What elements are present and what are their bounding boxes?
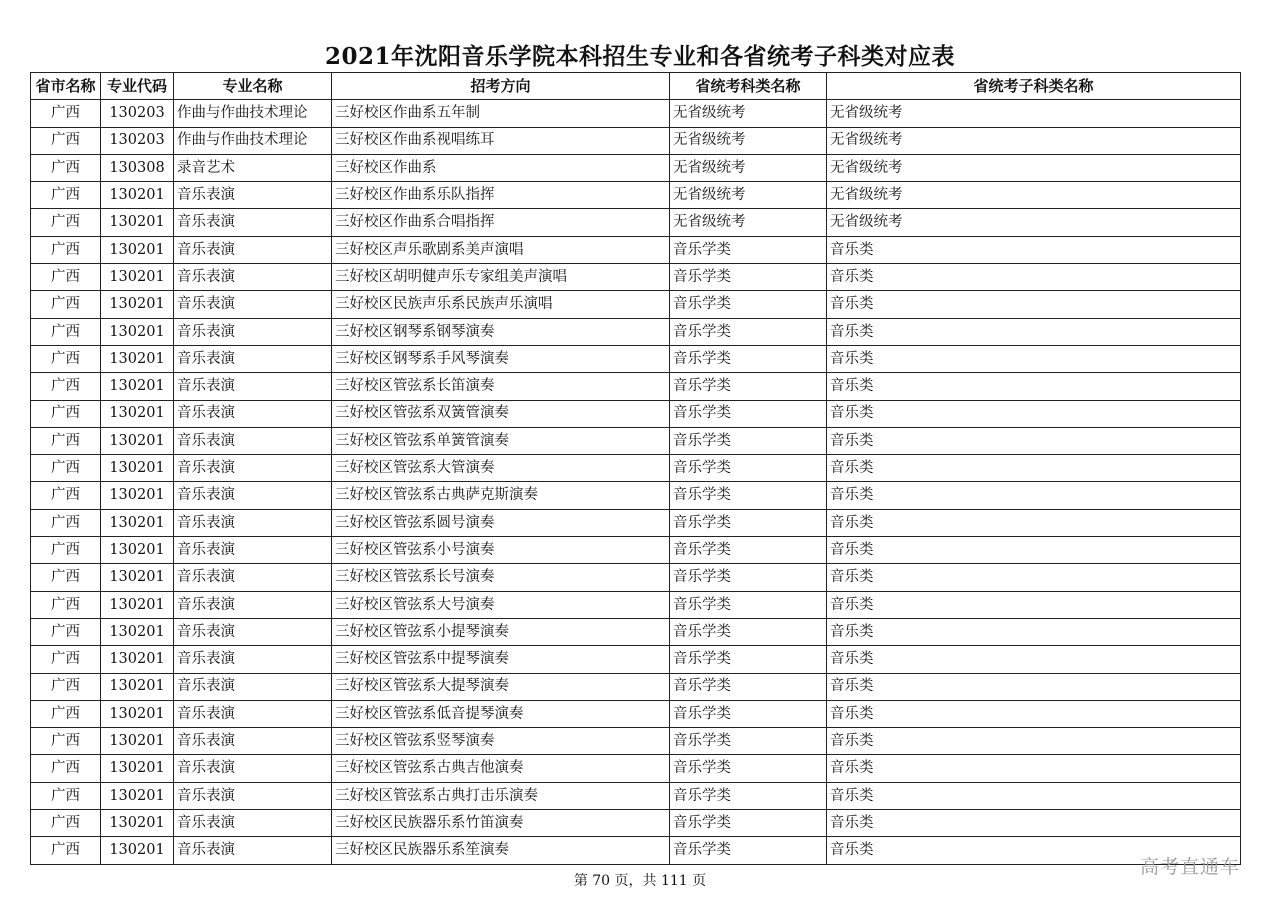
cell-major-code: 130201	[101, 182, 174, 209]
cell-exam-category: 音乐学类	[670, 291, 827, 318]
table-row	[31, 728, 1241, 755]
cell-direction: 三好校区管弦系圆号演奏	[332, 509, 670, 536]
cell-province: 广西	[31, 127, 101, 154]
table-row	[31, 209, 1241, 236]
cell-exam-subcategory: 无省级统考	[827, 182, 1241, 209]
cell-major-code: 130201	[101, 236, 174, 263]
cell-direction: 三好校区管弦系古典吉他演奏	[332, 755, 670, 782]
cell-exam-category: 无省级统考	[670, 209, 827, 236]
cell-major-name: 音乐表演	[174, 400, 332, 427]
cell-major-code: 130201	[101, 700, 174, 727]
cell-major-code: 130201	[101, 618, 174, 645]
cell-exam-subcategory: 音乐类	[827, 755, 1241, 782]
page-title: 2021年沈阳音乐学院本科招生专业和各省统考子科类对应表	[324, 43, 955, 70]
table-body	[31, 100, 1241, 864]
cell-major-code: 130201	[101, 782, 174, 809]
cell-exam-subcategory: 音乐类	[827, 345, 1241, 372]
cell-exam-category: 音乐学类	[670, 400, 827, 427]
cell-exam-category: 无省级统考	[670, 182, 827, 209]
cell-direction: 三好校区作曲系视唱练耳	[332, 127, 670, 154]
cell-province: 广西	[31, 810, 101, 837]
cell-direction: 三好校区民族声乐系民族声乐演唱	[332, 291, 670, 318]
cell-major-name: 音乐表演	[174, 537, 332, 564]
cell-major-name: 作曲与作曲技术理论	[174, 100, 332, 127]
cell-exam-category: 音乐学类	[670, 318, 827, 345]
table-row	[31, 564, 1241, 591]
cell-direction: 三好校区管弦系单簧管演奏	[332, 427, 670, 454]
cell-exam-category: 音乐学类	[670, 345, 827, 372]
cell-major-name: 音乐表演	[174, 782, 332, 809]
cell-exam-subcategory: 音乐类	[827, 373, 1241, 400]
table-row	[31, 509, 1241, 536]
table-row	[31, 264, 1241, 291]
cell-exam-subcategory: 音乐类	[827, 291, 1241, 318]
cell-direction: 三好校区管弦系竖琴演奏	[332, 728, 670, 755]
cell-major-name: 音乐表演	[174, 755, 332, 782]
cell-exam-category: 音乐学类	[670, 810, 827, 837]
cell-exam-category: 音乐学类	[670, 673, 827, 700]
cell-direction: 三好校区钢琴系手风琴演奏	[332, 345, 670, 372]
cell-direction: 三好校区管弦系长号演奏	[332, 564, 670, 591]
table-row	[31, 837, 1241, 864]
cell-major-code: 130201	[101, 427, 174, 454]
cell-exam-category: 音乐学类	[670, 782, 827, 809]
table-row	[31, 646, 1241, 673]
cell-exam-category: 音乐学类	[670, 700, 827, 727]
table-row	[31, 182, 1241, 209]
cell-major-code: 130201	[101, 509, 174, 536]
cell-province: 广西	[31, 482, 101, 509]
header-direction: 招考方向	[332, 73, 670, 100]
cell-major-code: 130201	[101, 482, 174, 509]
cell-major-name: 音乐表演	[174, 455, 332, 482]
cell-province: 广西	[31, 564, 101, 591]
table-row	[31, 291, 1241, 318]
cell-major-name: 音乐表演	[174, 345, 332, 372]
table-row	[31, 700, 1241, 727]
cell-province: 广西	[31, 673, 101, 700]
cell-major-code: 130308	[101, 154, 174, 181]
cell-major-name: 音乐表演	[174, 209, 332, 236]
header-major-code: 专业代码	[101, 73, 174, 100]
cell-province: 广西	[31, 455, 101, 482]
cell-major-code: 130201	[101, 400, 174, 427]
cell-exam-category: 音乐学类	[670, 837, 827, 864]
cell-exam-subcategory: 音乐类	[827, 509, 1241, 536]
cell-major-name: 音乐表演	[174, 646, 332, 673]
cell-major-code: 130201	[101, 564, 174, 591]
cell-exam-category: 无省级统考	[670, 154, 827, 181]
cell-province: 广西	[31, 373, 101, 400]
cell-major-code: 130201	[101, 810, 174, 837]
table-row	[31, 810, 1241, 837]
cell-exam-subcategory: 音乐类	[827, 482, 1241, 509]
header-major-name: 专业名称	[174, 73, 332, 100]
cell-exam-category: 音乐学类	[670, 537, 827, 564]
cell-province: 广西	[31, 209, 101, 236]
table-row	[31, 100, 1241, 127]
header-province: 省市名称	[31, 73, 101, 100]
cell-province: 广西	[31, 100, 101, 127]
cell-major-name: 音乐表演	[174, 618, 332, 645]
cell-exam-subcategory: 音乐类	[827, 400, 1241, 427]
cell-province: 广西	[31, 154, 101, 181]
cell-exam-subcategory: 音乐类	[827, 618, 1241, 645]
table-row	[31, 618, 1241, 645]
table-row	[31, 127, 1241, 154]
cell-direction: 三好校区作曲系五年制	[332, 100, 670, 127]
cell-exam-category: 音乐学类	[670, 373, 827, 400]
cell-direction: 三好校区管弦系长笛演奏	[332, 373, 670, 400]
cell-province: 广西	[31, 264, 101, 291]
cell-exam-category: 音乐学类	[670, 455, 827, 482]
cell-direction: 三好校区声乐歌剧系美声演唱	[332, 236, 670, 263]
cell-major-code: 130201	[101, 673, 174, 700]
table-row	[31, 373, 1241, 400]
cell-major-code: 130201	[101, 318, 174, 345]
cell-exam-subcategory: 音乐类	[827, 264, 1241, 291]
cell-direction: 三好校区管弦系大管演奏	[332, 455, 670, 482]
page-footer: 第 70 页，共 111 页	[573, 873, 707, 889]
cell-province: 广西	[31, 291, 101, 318]
cell-province: 广西	[31, 236, 101, 263]
cell-major-code: 130201	[101, 455, 174, 482]
cell-exam-category: 音乐学类	[670, 509, 827, 536]
cell-exam-subcategory: 音乐类	[827, 455, 1241, 482]
cell-exam-subcategory: 音乐类	[827, 700, 1241, 727]
cell-direction: 三好校区管弦系低音提琴演奏	[332, 700, 670, 727]
cell-major-code: 130201	[101, 646, 174, 673]
cell-province: 广西	[31, 591, 101, 618]
table-row	[31, 400, 1241, 427]
cell-major-code: 130201	[101, 291, 174, 318]
cell-major-name: 音乐表演	[174, 810, 332, 837]
cell-exam-category: 音乐学类	[670, 755, 827, 782]
cell-major-name: 音乐表演	[174, 182, 332, 209]
cell-province: 广西	[31, 400, 101, 427]
cell-major-name: 音乐表演	[174, 264, 332, 291]
cell-exam-subcategory: 音乐类	[827, 236, 1241, 263]
cell-exam-category: 音乐学类	[670, 236, 827, 263]
cell-direction: 三好校区管弦系双簧管演奏	[332, 400, 670, 427]
table-row	[31, 455, 1241, 482]
cell-exam-subcategory: 音乐类	[827, 810, 1241, 837]
cell-direction: 三好校区管弦系小提琴演奏	[332, 618, 670, 645]
cell-major-name: 音乐表演	[174, 509, 332, 536]
cell-direction: 三好校区管弦系古典萨克斯演奏	[332, 482, 670, 509]
cell-province: 广西	[31, 837, 101, 864]
header-exam-category: 省统考科类名称	[670, 73, 827, 100]
cell-exam-subcategory: 音乐类	[827, 564, 1241, 591]
cell-major-code: 130201	[101, 591, 174, 618]
cell-exam-subcategory: 音乐类	[827, 673, 1241, 700]
cell-exam-category: 音乐学类	[670, 482, 827, 509]
cell-exam-subcategory: 无省级统考	[827, 127, 1241, 154]
cell-major-code: 130201	[101, 728, 174, 755]
cell-direction: 三好校区胡明健声乐专家组美声演唱	[332, 264, 670, 291]
cell-province: 广西	[31, 509, 101, 536]
table-row	[31, 782, 1241, 809]
table-row	[31, 154, 1241, 181]
cell-exam-category: 音乐学类	[670, 646, 827, 673]
cell-exam-subcategory: 音乐类	[827, 591, 1241, 618]
cell-exam-subcategory: 音乐类	[827, 537, 1241, 564]
table-row	[31, 236, 1241, 263]
table-row	[31, 673, 1241, 700]
cell-province: 广西	[31, 782, 101, 809]
cell-direction: 三好校区管弦系大提琴演奏	[332, 673, 670, 700]
header-row	[31, 73, 1241, 100]
cell-major-name: 音乐表演	[174, 728, 332, 755]
cell-province: 广西	[31, 700, 101, 727]
cell-province: 广西	[31, 755, 101, 782]
cell-major-name: 音乐表演	[174, 837, 332, 864]
cell-major-code: 130201	[101, 837, 174, 864]
cell-direction: 三好校区管弦系古典打击乐演奏	[332, 782, 670, 809]
cell-exam-subcategory: 音乐类	[827, 728, 1241, 755]
cell-province: 广西	[31, 318, 101, 345]
cell-direction: 三好校区作曲系乐队指挥	[332, 182, 670, 209]
cell-major-code: 130203	[101, 100, 174, 127]
cell-exam-category: 音乐学类	[670, 728, 827, 755]
cell-exam-subcategory: 音乐类	[827, 837, 1241, 864]
cell-exam-subcategory: 无省级统考	[827, 154, 1241, 181]
cell-province: 广西	[31, 427, 101, 454]
correspondence-table	[30, 72, 1241, 865]
cell-major-name: 作曲与作曲技术理论	[174, 127, 332, 154]
cell-exam-subcategory: 音乐类	[827, 427, 1241, 454]
table-header	[31, 73, 1241, 100]
cell-major-code: 130201	[101, 209, 174, 236]
cell-exam-category: 无省级统考	[670, 127, 827, 154]
table-row	[31, 755, 1241, 782]
cell-major-name: 音乐表演	[174, 564, 332, 591]
cell-province: 广西	[31, 182, 101, 209]
table-row	[31, 427, 1241, 454]
table-row	[31, 345, 1241, 372]
cell-exam-category: 音乐学类	[670, 618, 827, 645]
cell-direction: 三好校区作曲系合唱指挥	[332, 209, 670, 236]
cell-province: 广西	[31, 728, 101, 755]
cell-exam-category: 音乐学类	[670, 564, 827, 591]
cell-exam-category: 音乐学类	[670, 427, 827, 454]
cell-major-code: 130201	[101, 755, 174, 782]
cell-major-name: 音乐表演	[174, 591, 332, 618]
cell-exam-category: 音乐学类	[670, 591, 827, 618]
cell-direction: 三好校区作曲系	[332, 154, 670, 181]
cell-major-code: 130201	[101, 345, 174, 372]
cell-province: 广西	[31, 345, 101, 372]
header-exam-subcategory: 省统考子科类名称	[827, 73, 1241, 100]
cell-province: 广西	[31, 618, 101, 645]
cell-exam-subcategory: 音乐类	[827, 646, 1241, 673]
cell-exam-subcategory: 音乐类	[827, 318, 1241, 345]
cell-exam-category: 无省级统考	[670, 100, 827, 127]
cell-major-name: 音乐表演	[174, 236, 332, 263]
cell-exam-subcategory: 无省级统考	[827, 100, 1241, 127]
cell-major-name: 音乐表演	[174, 700, 332, 727]
table-row	[31, 537, 1241, 564]
cell-major-code: 130201	[101, 264, 174, 291]
cell-major-code: 130201	[101, 537, 174, 564]
cell-major-code: 130203	[101, 127, 174, 154]
cell-province: 广西	[31, 646, 101, 673]
cell-major-name: 音乐表演	[174, 673, 332, 700]
cell-major-name: 音乐表演	[174, 482, 332, 509]
cell-direction: 三好校区管弦系大号演奏	[332, 591, 670, 618]
table-row	[31, 318, 1241, 345]
cell-major-code: 130201	[101, 373, 174, 400]
cell-direction: 三好校区钢琴系钢琴演奏	[332, 318, 670, 345]
cell-direction: 三好校区管弦系小号演奏	[332, 537, 670, 564]
cell-exam-category: 音乐学类	[670, 264, 827, 291]
cell-province: 广西	[31, 537, 101, 564]
cell-direction: 三好校区民族器乐系笙演奏	[332, 837, 670, 864]
cell-major-name: 音乐表演	[174, 291, 332, 318]
cell-major-name: 音乐表演	[174, 427, 332, 454]
table-row	[31, 482, 1241, 509]
cell-direction: 三好校区管弦系中提琴演奏	[332, 646, 670, 673]
cell-major-name: 音乐表演	[174, 318, 332, 345]
table-row	[31, 591, 1241, 618]
watermark: 高考直通车	[1140, 856, 1241, 878]
cell-direction: 三好校区民族器乐系竹笛演奏	[332, 810, 670, 837]
cell-major-name: 录音艺术	[174, 154, 332, 181]
cell-exam-subcategory: 无省级统考	[827, 209, 1241, 236]
cell-exam-subcategory: 音乐类	[827, 782, 1241, 809]
cell-major-name: 音乐表演	[174, 373, 332, 400]
